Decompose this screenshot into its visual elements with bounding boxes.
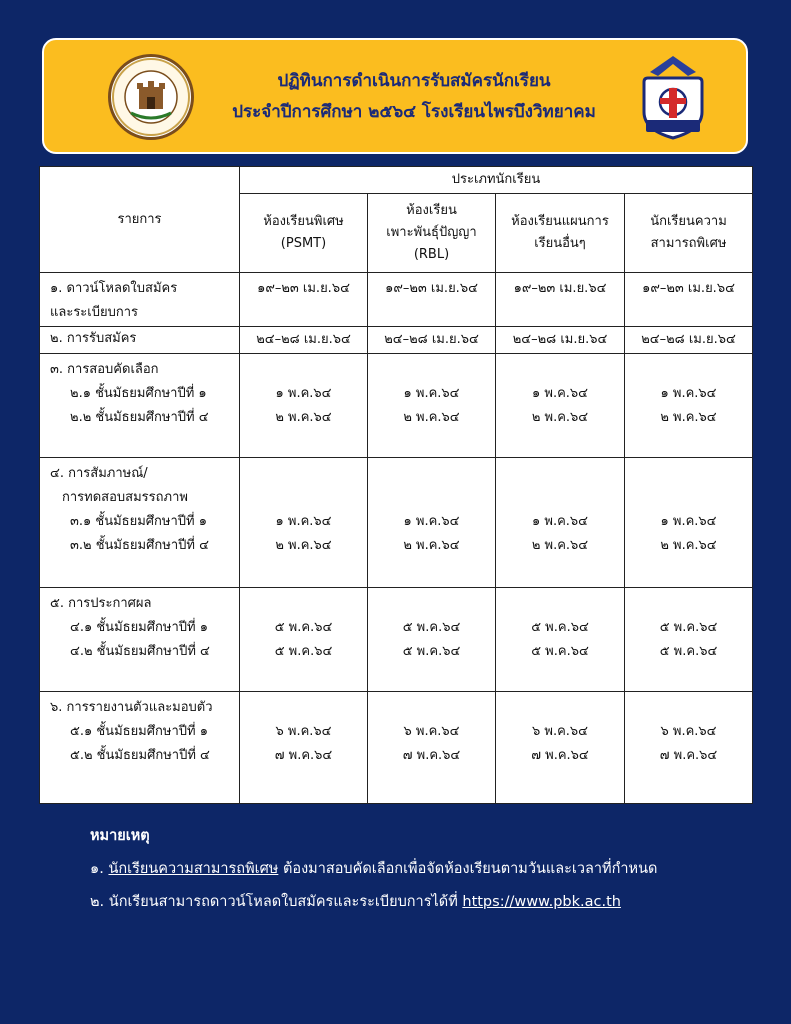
note-1-number: ๑. [90, 861, 104, 877]
date-value: ๕ พ.ค.๖๔ [659, 620, 718, 635]
item-column-header: รายการ [40, 167, 240, 273]
header-line: เพาะพันธุ์ปัญญา [386, 225, 477, 240]
date-cell: ๑๙–๒๓ เม.ย.๖๔ [625, 273, 753, 327]
date-value: ๗ พ.ค.๖๔ [274, 748, 333, 763]
notes-section [90, 820, 770, 919]
date-value: ๑ พ.ค.๖๔ [531, 386, 588, 401]
row-item [40, 273, 240, 327]
table-row [40, 327, 753, 354]
date-value: ๖ พ.ค.๖๔ [660, 724, 717, 739]
website-link[interactable]: https://www.pbk.ac.th [462, 894, 621, 910]
date-value: ๗ พ.ค.๖๔ [402, 748, 461, 763]
item-sub: ๔.๒ ชั้นมัธยมศึกษาปีที่ ๔ [70, 644, 210, 659]
date-cell [496, 458, 625, 588]
table-row [40, 588, 753, 692]
date-value: ๗ พ.ค.๖๔ [531, 748, 589, 763]
table-row [40, 273, 753, 327]
row-item [40, 354, 240, 458]
table-row [40, 692, 753, 804]
date-cell [496, 588, 625, 692]
schedule-table [39, 166, 753, 804]
item-line: และระเบียบการ [50, 305, 139, 320]
date-cell [625, 354, 753, 458]
date-value: ๒ พ.ค.๖๔ [275, 538, 332, 553]
date-cell [240, 458, 368, 588]
note-1-text: ต้องมาสอบคัดเลือกเพื่อจัดห้องเรียนตามวันและเวลาที่กำหนด [282, 861, 658, 877]
header-line: (RBL) [413, 247, 450, 262]
date-cell: ๒๔–๒๘ เม.ย.๖๔ [368, 327, 496, 354]
date-value: ๑ พ.ค.๖๔ [275, 386, 332, 401]
note-2-text: ๒. นักเรียนสามารถดาวน์โหลดใบสมัครและระเบียบการได้ที่ [90, 894, 458, 910]
row-item [40, 588, 240, 692]
header-line: (PSMT) [280, 236, 327, 251]
header-line: ห้องเรียนแผนการ [511, 214, 609, 229]
date-cell [625, 458, 753, 588]
date-value: ๒ พ.ค.๖๔ [531, 538, 589, 553]
header-line: เรียนอื่นๆ [534, 236, 586, 251]
column-header-special-talent [625, 194, 753, 273]
date-value: ๗ พ.ค.๖๔ [659, 748, 718, 763]
item-title: ๕. การประกาศผล [50, 596, 152, 611]
date-value: ๕ พ.ค.๖๔ [659, 644, 718, 659]
item-sub: ๔.๑ ชั้นมัธยมศึกษาปีที่ ๑ [70, 620, 208, 635]
date-value: ๒ พ.ค.๖๔ [660, 410, 717, 425]
district-seal-icon [108, 54, 194, 140]
header-line: สามารถพิเศษ [650, 236, 727, 251]
date-cell [368, 692, 496, 804]
date-value: ๑ พ.ค.๖๔ [660, 386, 717, 401]
column-header-other [496, 194, 625, 273]
date-value: ๑ พ.ค.๖๔ [403, 514, 460, 529]
item-sub: ๒.๒ ชั้นมัธยมศึกษาปีที่ ๔ [70, 410, 209, 425]
date-cell [625, 692, 753, 804]
row-item [40, 458, 240, 588]
table-row [40, 458, 753, 588]
date-value: ๒ พ.ค.๖๔ [275, 410, 332, 425]
date-cell: ๒๔–๒๘ เม.ย.๖๔ [625, 327, 753, 354]
date-value: ๕ พ.ค.๖๔ [402, 644, 461, 659]
date-cell [368, 458, 496, 588]
item-title: ๓. การสอบคัดเลือก [50, 362, 159, 377]
column-header-rbl [368, 194, 496, 273]
date-value: ๒ พ.ค.๖๔ [660, 538, 717, 553]
page-title [204, 66, 624, 128]
item-title-2: การทดสอบสมรรถภาพ [62, 490, 188, 505]
date-cell: ๑๙–๒๓ เม.ย.๖๔ [496, 273, 625, 327]
item-sub: ๓.๒ ชั้นมัธยมศึกษาปีที่ ๔ [70, 538, 209, 553]
date-value: ๖ พ.ค.๖๔ [531, 724, 588, 739]
date-value: ๕ พ.ค.๖๔ [402, 620, 461, 635]
date-value: ๕ พ.ค.๖๔ [274, 644, 333, 659]
date-cell: ๑๙–๒๓ เม.ย.๖๔ [240, 273, 368, 327]
date-value: ๕ พ.ค.๖๔ [531, 620, 589, 635]
title-line-1: ปฏิทินการดำเนินการรับสมัครนักเรียน [277, 71, 551, 91]
date-value: ๑ พ.ค.๖๔ [660, 514, 717, 529]
date-value: ๑ พ.ค.๖๔ [275, 514, 332, 529]
row-item [40, 327, 240, 354]
student-type-header: ประเภทนักเรียน [240, 167, 753, 194]
header-line: ห้องเรียนพิเศษ [263, 214, 344, 229]
item-title: ๔. การสัมภาษณ์/ [50, 466, 148, 481]
school-emblem-icon [636, 52, 710, 142]
date-cell [240, 588, 368, 692]
date-cell [368, 354, 496, 458]
column-header-psmt [240, 194, 368, 273]
item-line: ๒. การรับสมัคร [50, 331, 137, 346]
date-value: ๒ พ.ค.๖๔ [531, 410, 589, 425]
note-1 [90, 853, 770, 886]
date-value: ๑ พ.ค.๖๔ [403, 386, 460, 401]
date-cell [496, 354, 625, 458]
item-title: ๖. การรายงานตัวและมอบตัว [50, 700, 213, 715]
header-line: นักเรียนความ [650, 214, 727, 229]
date-cell: ๑๙–๒๓ เม.ย.๖๔ [368, 273, 496, 327]
item-sub: ๓.๑ ชั้นมัธยมศึกษาปีที่ ๑ [70, 514, 208, 529]
table-row [40, 354, 753, 458]
special-talent-link[interactable]: นักเรียนความสามารถพิเศษ [108, 861, 279, 877]
date-value: ๒ พ.ค.๖๔ [403, 410, 460, 425]
header-banner [42, 38, 748, 154]
date-cell [625, 588, 753, 692]
date-value: ๑ พ.ค.๖๔ [531, 514, 588, 529]
date-cell: ๒๔–๒๘ เม.ย.๖๔ [496, 327, 625, 354]
item-line: ๑. ดาวน์โหลดใบสมัคร [50, 281, 178, 296]
item-sub: ๒.๑ ชั้นมัธยมศึกษาปีที่ ๑ [70, 386, 207, 401]
item-sub: ๕.๒ ชั้นมัธยมศึกษาปีที่ ๔ [70, 748, 210, 763]
date-cell [496, 692, 625, 804]
date-cell [240, 692, 368, 804]
date-value: ๖ พ.ค.๖๔ [275, 724, 332, 739]
row-item [40, 692, 240, 804]
date-cell [368, 588, 496, 692]
date-value: ๕ พ.ค.๖๔ [274, 620, 333, 635]
item-sub: ๕.๑ ชั้นมัธยมศึกษาปีที่ ๑ [70, 724, 208, 739]
notes-title: หมายเหตุ [90, 828, 150, 844]
date-cell: ๒๔–๒๘ เม.ย.๖๔ [240, 327, 368, 354]
date-value: ๕ พ.ค.๖๔ [531, 644, 589, 659]
title-line-2: ประจำปีการศึกษา ๒๕๖๔ โรงเรียนไพรบึงวิทยาคม [232, 102, 596, 122]
date-value: ๖ พ.ค.๖๔ [403, 724, 460, 739]
date-value: ๒ พ.ค.๖๔ [403, 538, 460, 553]
note-2 [90, 886, 770, 919]
header-line: ห้องเรียน [406, 203, 457, 218]
date-cell [240, 354, 368, 458]
